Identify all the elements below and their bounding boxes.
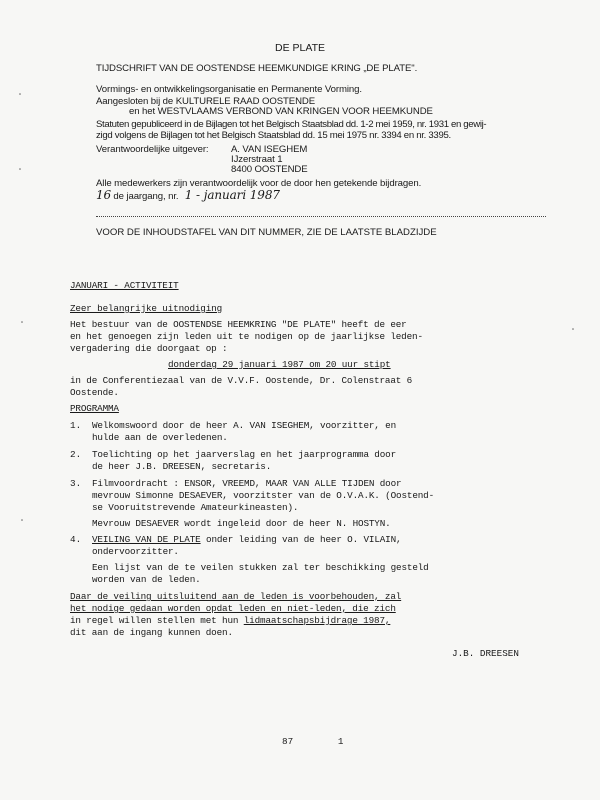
auction-lead-rest: onder leiding van de heer O. VILAIN,: [200, 534, 402, 545]
program-item-line: Een lijst van de te veilen stukken zal ter beschikking gesteld: [92, 562, 429, 573]
program-item-line: worden van de leden.: [92, 574, 201, 585]
page-number-right: 1: [337, 736, 344, 747]
dotted-divider: [96, 216, 546, 217]
section-title: JANUARI - ACTIVITEIT: [70, 280, 179, 291]
closing-line-4: dit aan de ingang kunnen doen.: [70, 627, 233, 638]
intro-line-1: Het bestuur van de OOSTENDSE HEEMKRING "DE PLATE" heeft de eer: [70, 319, 407, 330]
program-item-line: ondervoorzitter.: [92, 546, 179, 557]
page-number-left: 87: [282, 736, 294, 747]
statutes-line-1: Statuten gepubliceerd in de Bijlagen tot het Belgisch Staatsblad dd. 1-2 mei 1959, nr. 1931 en gewij-: [96, 119, 487, 130]
publisher-city: 8400 OOSTENDE: [231, 164, 308, 175]
closing-line-2: het nodige gedaan worden opdat leden en niet-leden, die zich: [70, 603, 396, 614]
venue-line-1: in de Conferentiezaal van de V.V.F. Oostende, Dr. Colenstraat 6: [70, 375, 413, 386]
statutes-line-2: zigd volgens de Bijlagen tot het Belgisch Staatsblad dd. 15 mei 1975 nr. 3394 en nr. 3395.: [96, 130, 451, 141]
program-item-line: hulde aan de overledenen.: [92, 432, 228, 443]
volume-number-handwritten: 16: [96, 188, 112, 202]
affiliation-line-1: Aangesloten bij de KULTURELE RAAD OOSTENDE: [96, 96, 316, 107]
program-item-line: de heer J.B. DREESEN, secretaris.: [92, 461, 272, 472]
program-item-number: 3.: [70, 478, 82, 489]
venue-line-2: Oostende.: [70, 387, 119, 398]
masthead-title: DE PLATE: [275, 42, 325, 54]
closing-line-3-start: in regel willen stellen met hun: [70, 615, 244, 626]
program-item-line: se Vooruitstrevende Amateurkineasten).: [92, 502, 299, 513]
contributors-line: Alle medewerkers zijn verantwoordelijk voor de door hen getekende bijdragen.: [96, 178, 422, 189]
program-title: PROGRAMMA: [70, 403, 119, 414]
table-of-contents-note: VOOR DE INHOUDSTAFEL VAN DIT NUMMER, ZIE DE LAATSTE BLADZIJDE: [96, 227, 437, 238]
membership-fee: lidmaatschapsbijdrage 1987,: [243, 615, 391, 626]
signature: J.B. DREESEN: [452, 648, 519, 659]
publisher-street: IJzerstraat 1: [231, 154, 283, 165]
auction-title: VEILING VAN DE PLATE: [92, 534, 201, 545]
program-item-number: 4.: [70, 534, 82, 545]
closing-line-1: Daar de veiling uitsluitend aan de leden is voorbehouden, zal: [70, 591, 402, 602]
program-item-line: mevrouw Simonne DESAEVER, voorzitster van de O.V.A.K. (Oostend-: [92, 490, 435, 501]
organisation-line: Vormings- en ontwikkelingsorganisatie en Permanente Vorming.: [96, 84, 362, 95]
meeting-date: donderdag 29 januari 1987 om 20 uur stipt: [168, 359, 391, 370]
program-item-lead: [92, 534, 542, 546]
program-item-line: Welkomswoord door de heer A. VAN ISEGHEM, voorzitter, en: [92, 420, 397, 431]
volume-label: de jaargang, nr.: [113, 191, 179, 202]
program-item-line: Filmvoordracht : ENSOR, VREEMD, MAAR VAN ALLE TIJDEN door: [92, 478, 402, 489]
publisher-label: Verantwoordelijke uitgever:: [96, 144, 209, 155]
publisher-name: A. VAN ISEGHEM: [231, 144, 308, 155]
volume-line: [96, 190, 280, 202]
program-item-number: 2.: [70, 449, 82, 460]
program-item-line: Toelichting op het jaarverslag en het jaarprogramma door: [92, 449, 397, 460]
closing-line-3: [70, 615, 540, 627]
intro-line-3: vergadering die doorgaat op :: [70, 343, 228, 354]
masthead-subtitle: TIJDSCHRIFT VAN DE OOSTENDSE HEEMKUNDIGE KRING „DE PLATE".: [96, 63, 418, 74]
program-item-number: 1.: [70, 420, 82, 431]
affiliation-line-2: en het WESTVLAAMS VERBOND VAN KRINGEN VOOR HEEMKUNDE: [129, 106, 433, 117]
invitation-title: Zeer belangrijke uitnodiging: [70, 303, 223, 314]
intro-line-2: en het genoegen zijn leden uit te nodigen op de jaarlijkse leden-: [70, 331, 423, 342]
program-item-line: Mevrouw DESAEVER wordt ingeleid door de heer N. HOSTYN.: [92, 518, 391, 529]
page-number: [282, 736, 343, 747]
issue-handwritten: 1 - januari 1987: [184, 188, 280, 202]
